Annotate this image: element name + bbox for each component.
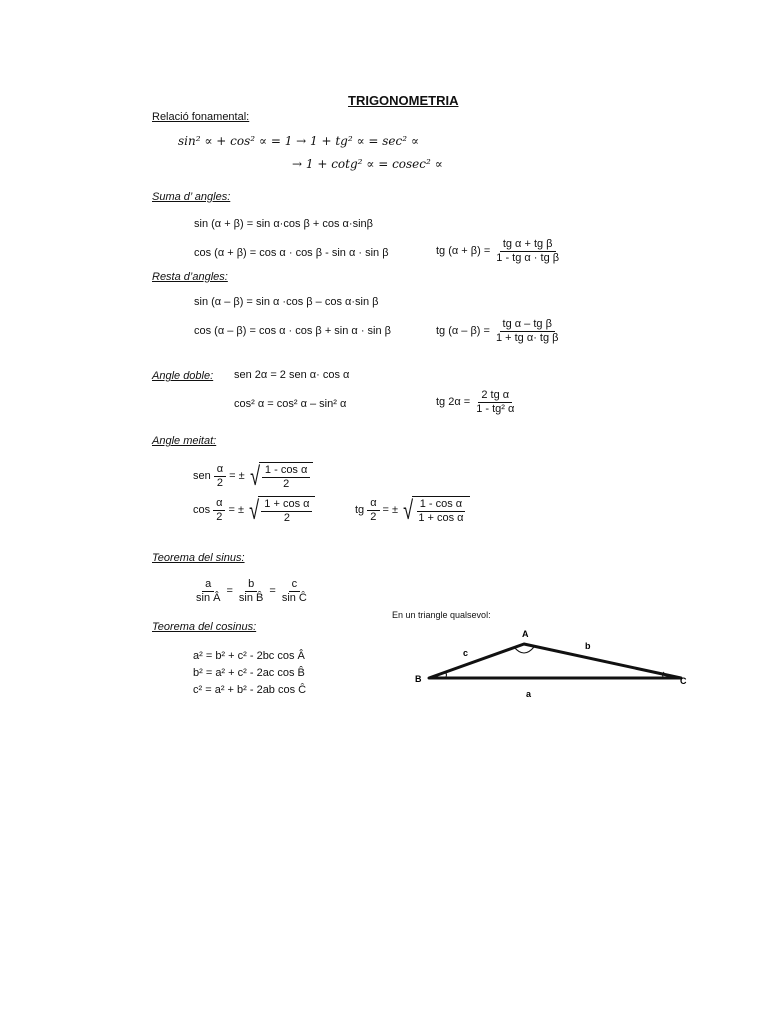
tg-doble-denominator: 1 - tg² α — [476, 402, 515, 415]
sen-meitat-fn: sen — [193, 470, 211, 483]
sinus-b-fraction — [236, 578, 266, 604]
formula-cos-suma: cos (α + β) = cos α · cos β - sin α · sin β — [194, 247, 389, 259]
half-denominator: 2 — [216, 476, 223, 489]
triangle-diagram — [400, 625, 710, 710]
tg-suma-fraction — [493, 238, 562, 264]
tg-resta-denominator: 1 + tg α· tg β — [495, 331, 559, 344]
tg-resta-lhs: tg (α – β) = — [436, 325, 490, 338]
cos-meitat-sqrt — [247, 496, 315, 524]
half-numerator: α — [214, 463, 226, 477]
vertex-A-label: A — [522, 629, 529, 639]
cos-meitat-denominator: 2 — [283, 511, 290, 524]
formula-cos-meitat — [193, 496, 315, 524]
cos-meitat-fn: cos — [193, 504, 211, 517]
cos-meitat-numerator: 1 + cos α — [261, 498, 312, 512]
sqrt-icon: √ — [403, 495, 414, 525]
half-denominator: 2 — [216, 510, 223, 523]
tg-meitat-radicand — [415, 498, 466, 524]
cos-meitat-radicand — [261, 498, 312, 524]
formula-cos-doble: cos² α = cos² α – sin² α — [234, 398, 347, 410]
tg-resta-numerator: tg α – tg β — [500, 318, 555, 332]
sen-meitat-numerator: 1 - cos α — [262, 464, 310, 478]
vertex-B-label: B — [415, 674, 422, 684]
tg-meitat-denominator: 1 + cos α — [418, 511, 464, 524]
cos-meitat-half — [213, 497, 225, 523]
sinus-a: a — [202, 578, 214, 592]
heading-suma-angles: Suma d’ angles: — [152, 191, 231, 203]
formula-sin-resta: sin (α – β) = sin α ·cos β – cos α·sin β — [194, 296, 379, 308]
formula-cos-resta: cos (α – β) = cos α · cos β + sin α · sin β — [194, 325, 391, 337]
heading-resta-angles: Resta d’angles: — [152, 271, 228, 283]
tg-meitat-fn: tg — [355, 504, 365, 517]
sen-meitat-denominator: 2 — [283, 477, 290, 490]
formula-tg-meitat — [355, 496, 470, 524]
tg-resta-fraction — [493, 318, 562, 344]
heading-teorema-sinus: Teorema del sinus: — [152, 552, 245, 564]
sinus-c: c — [289, 578, 301, 592]
sinus-b: b — [245, 578, 257, 592]
tg-meitat-pm: = ± — [382, 504, 399, 517]
side-a-label: a — [526, 689, 532, 699]
cos-meitat-pm: = ± — [228, 504, 245, 517]
sinus-sinA: sin Â — [196, 591, 221, 604]
sinus-a-fraction — [193, 578, 223, 604]
formula-cosinus-3: c² = a² + b² - 2ab cos Ĉ — [193, 684, 307, 696]
formula-sen-meitat — [193, 462, 313, 490]
formula-fonamental-1: sin² ∝ + cos² ∝ = 1 → 1 + tg² ∝ = sec² ∝ — [178, 134, 419, 148]
side-b-label: b — [585, 641, 591, 651]
tg-meitat-numerator: 1 - cos α — [417, 498, 465, 512]
sinus-sinC: sin Ĉ — [281, 591, 307, 604]
triangle-caption: En un triangle qualsevol: — [392, 610, 491, 620]
formula-teorema-sinus — [193, 578, 310, 604]
tg-suma-denominator: 1 - tg α · tg β — [496, 251, 560, 264]
sinus-sinB: sin B̂ — [238, 591, 264, 604]
half-denominator: 2 — [370, 510, 377, 523]
heading-angle-doble: Angle doble: — [152, 370, 214, 382]
sqrt-icon: √ — [249, 495, 260, 525]
heading-relacio-fonamental: Relació fonamental: — [152, 111, 250, 123]
angle-B-arc — [445, 672, 447, 678]
half-numerator: α — [367, 497, 379, 511]
vertex-C-label: C — [680, 676, 687, 686]
tg-doble-fraction — [473, 389, 517, 415]
heading-teorema-cosinus: Teorema del cosinus: — [152, 621, 257, 633]
sen-meitat-half — [214, 463, 226, 489]
formula-tg-suma — [436, 238, 562, 264]
tg-doble-numerator: 2 tg α — [478, 389, 512, 403]
equals-sign: = — [226, 585, 233, 598]
formula-cosinus-2: b² = a² + c² - 2ac cos B̂ — [193, 667, 305, 679]
formula-sin-suma: sin (α + β) = sin α·cos β + cos α·sinβ — [194, 218, 373, 230]
tg-doble-lhs: tg 2α = — [436, 396, 471, 409]
tg-suma-lhs: tg (α + β) = — [436, 245, 491, 258]
tg-meitat-sqrt — [401, 496, 469, 524]
sen-meitat-radicand — [262, 464, 310, 490]
formula-cosinus-1: a² = b² + c² - 2bc cos Â — [193, 650, 305, 662]
half-numerator: α — [213, 497, 225, 511]
side-c-label: c — [463, 648, 469, 658]
tg-meitat-half — [367, 497, 379, 523]
tg-suma-numerator: tg α + tg β — [500, 238, 556, 252]
sqrt-icon: √ — [249, 461, 260, 491]
formula-tg-doble — [436, 389, 517, 415]
formula-fonamental-2: → 1 + cotg² ∝ = cosec² ∝ — [292, 157, 443, 171]
page-title: TRIGONOMETRIA — [348, 93, 459, 108]
equals-sign: = — [269, 585, 276, 598]
formula-tg-resta — [436, 318, 561, 344]
formula-sen-doble: sen 2α = 2 sen α· cos α — [234, 369, 350, 381]
heading-angle-meitat: Angle meitat: — [152, 435, 217, 447]
sinus-c-fraction — [279, 578, 310, 604]
sen-meitat-pm: = ± — [229, 470, 245, 483]
sen-meitat-sqrt — [248, 462, 314, 490]
